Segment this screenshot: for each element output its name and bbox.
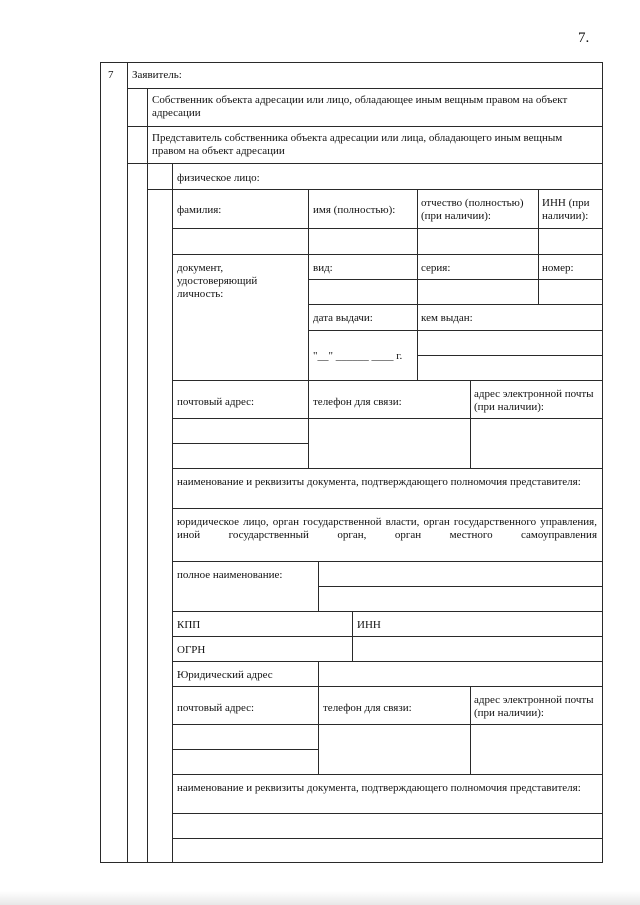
rule-legal-title bbox=[172, 561, 602, 562]
col-doc-left bbox=[308, 254, 309, 380]
issue-date-field[interactable]: "__" ______ ____ г. bbox=[313, 350, 403, 362]
legal-phone-label: телефон для связи: bbox=[323, 702, 412, 714]
surname-label: фамилия: bbox=[177, 204, 222, 216]
postal-address-label: почтовый адрес: bbox=[177, 396, 255, 408]
rule-authority-legal-mid bbox=[172, 838, 602, 839]
rule-authority-physical bbox=[172, 508, 602, 509]
rule-legal-contact-bottom bbox=[172, 774, 602, 775]
rule-fullname-mid bbox=[318, 586, 602, 587]
phone-label: телефон для связи: bbox=[313, 396, 402, 408]
rule-owner bbox=[127, 126, 602, 127]
name-label: имя (полностью): bbox=[313, 204, 396, 216]
rule-fullname-bottom bbox=[172, 611, 602, 612]
rule-ogrn bbox=[172, 661, 602, 662]
col-inn bbox=[538, 189, 539, 254]
col-legal-email bbox=[470, 686, 471, 774]
legal-postal-label: почтовый адрес: bbox=[177, 702, 255, 714]
indent-line-2 bbox=[172, 163, 173, 863]
number-label: номер: bbox=[542, 262, 574, 274]
rule-contact-headers bbox=[172, 418, 602, 419]
col-patronymic bbox=[417, 189, 418, 254]
col-name bbox=[308, 189, 309, 254]
rule-doc-headers bbox=[308, 279, 602, 280]
row-number: 7 bbox=[108, 69, 114, 81]
ogrn-label: ОГРН bbox=[177, 644, 206, 656]
col-doc-series bbox=[417, 254, 418, 380]
rule-legal-contact-headers bbox=[172, 724, 602, 725]
full-name-label: полное наименование: bbox=[177, 569, 283, 581]
legal-email-label: адрес электронной почты (при наличии): bbox=[474, 694, 594, 719]
doc-type-label: вид: bbox=[313, 262, 333, 274]
issue-date-label: дата выдачи: bbox=[313, 312, 373, 324]
rule-applicant bbox=[127, 88, 602, 89]
col-inn-legal bbox=[352, 611, 353, 661]
col-doc-number bbox=[538, 254, 539, 304]
rule-legal-postal-mid bbox=[172, 749, 318, 750]
row-number-divider bbox=[127, 62, 128, 863]
option-owner: Собственник объекта адресации или лицо, обладающее иным вещным правом на объект адресации bbox=[152, 94, 568, 119]
series-label: серия: bbox=[421, 262, 451, 274]
rule-physical-title bbox=[147, 189, 602, 190]
email-label: адрес электронной почты (при наличии): bbox=[474, 388, 594, 413]
rule-legal-address bbox=[172, 686, 602, 687]
table-border-top bbox=[100, 62, 602, 63]
legal-address-label: Юридический адрес bbox=[177, 669, 273, 681]
rule-id-doc-bottom bbox=[172, 380, 602, 381]
col-email bbox=[470, 380, 471, 468]
indent-line-1 bbox=[147, 88, 148, 863]
patronymic-label: отчество (полностью) (при наличии): bbox=[421, 197, 524, 222]
id-doc-label: документ, удостоверяющий личность: bbox=[177, 262, 258, 300]
kpp-label: КПП bbox=[177, 619, 201, 631]
authority-doc-legal-label: наименование и реквизиты документа, подтверждающего полномочия представителя: bbox=[177, 782, 581, 794]
scan-shadow bbox=[0, 891, 640, 905]
col-phone bbox=[308, 380, 309, 468]
rule-kpp bbox=[172, 636, 602, 637]
option-representative: Представитель собственника объекта адресации или лица, обладающего иным вещным правом на объект адресации bbox=[152, 132, 563, 157]
authority-doc-physical-label: наименование и реквизиты документа, подтверждающего полномочия представителя: bbox=[177, 476, 581, 488]
rule-doc-values bbox=[308, 304, 602, 305]
col-legal-address bbox=[318, 661, 319, 686]
page-number: 7. bbox=[578, 30, 590, 46]
rule-authority-legal bbox=[172, 813, 602, 814]
physical-person-title: физическое лицо: bbox=[177, 172, 260, 184]
table-border-left bbox=[100, 62, 101, 863]
rule-issued-by-mid bbox=[417, 355, 602, 356]
legal-entity-title: юридическое лицо, орган государственной власти, орган государственного управления, иной государственный орган, орган местного самоуправления bbox=[177, 516, 597, 541]
rule-contact-bottom bbox=[172, 468, 602, 469]
applicant-label: Заявитель: bbox=[132, 69, 182, 81]
rule-issue-headers bbox=[308, 330, 602, 331]
col-fullname bbox=[318, 561, 319, 611]
table-border-bottom bbox=[100, 862, 602, 863]
inn-legal-label: ИНН bbox=[357, 619, 381, 631]
inn-physical-label: ИНН (при наличии): bbox=[542, 197, 590, 222]
rule-representative bbox=[127, 163, 602, 164]
table-border-right bbox=[602, 62, 603, 863]
col-legal-phone bbox=[318, 686, 319, 774]
rule-postal-mid bbox=[172, 443, 308, 444]
issued-by-label: кем выдан: bbox=[421, 312, 473, 324]
